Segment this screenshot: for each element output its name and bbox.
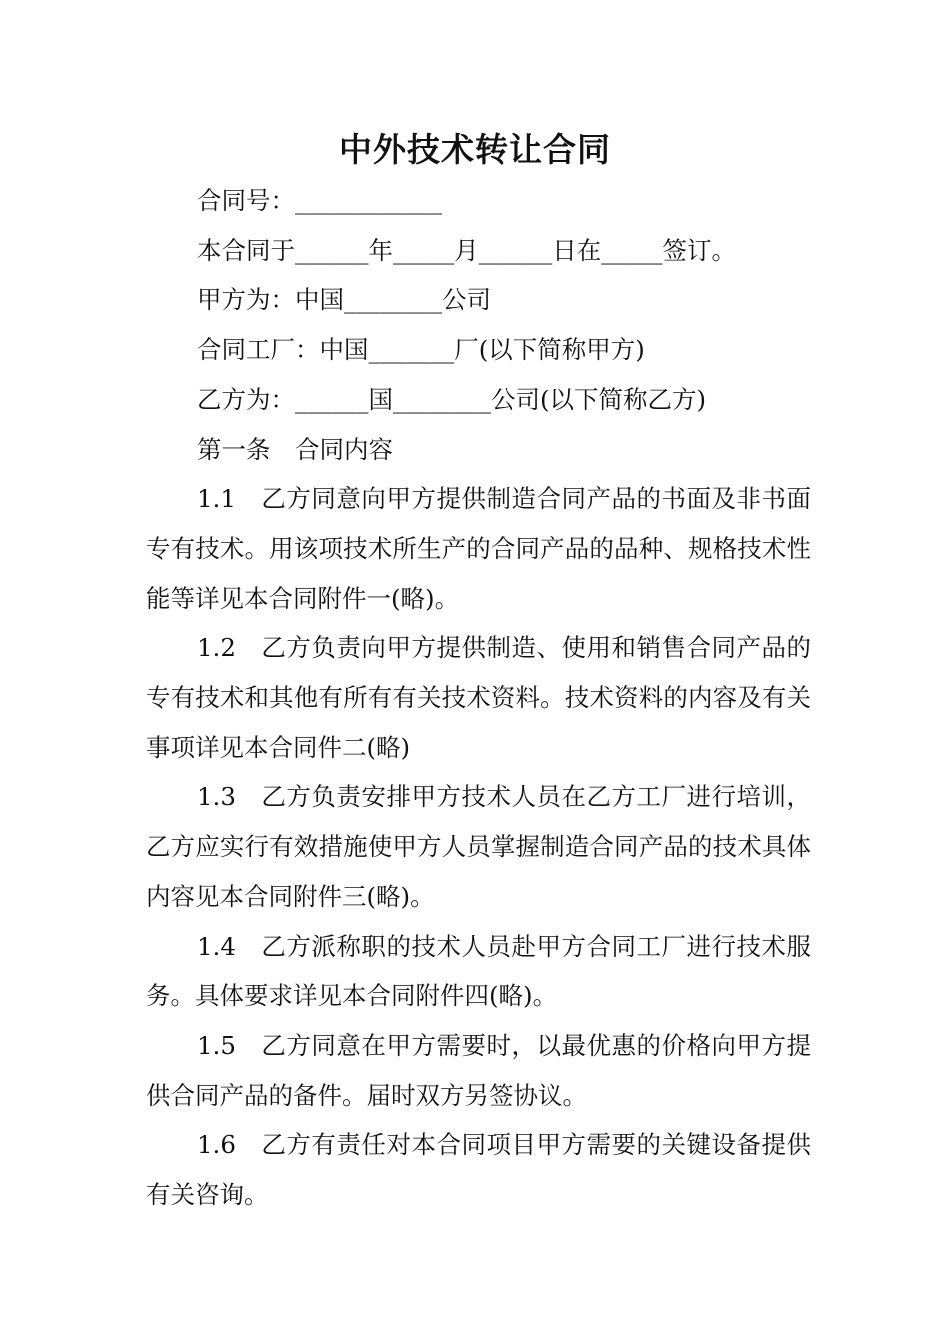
signing-date-line: 本合同于______年_____月______日在_____签订。 <box>196 235 736 265</box>
clause-1-1: 1.1 乙方同意向甲方提供制造合同产品的书面及非书面专有技术。用该项技术所生产的合同产品的品种、规格技术性能等详见本合同附件一(略)。 <box>146 484 811 613</box>
contract-factory-line: 合同工厂：中国_______厂(以下简称甲方) <box>196 335 645 365</box>
party-b-line: 乙方为：______国________公司(以下简称乙方) <box>196 384 707 414</box>
article-one-heading: 第一条 合同内容 <box>196 434 393 464</box>
document-body <box>146 176 811 1220</box>
contract-number-line: 合同号：____________ <box>196 186 442 215</box>
clause-1-6: 1.6 乙方有责任对本合同项目甲方需要的关键设备提供有关咨询。 <box>146 1130 811 1210</box>
clause-1-3: 1.3 乙方负责安排甲方技术人员在乙方工厂进行培训，乙方应实行有效措施使甲方人员掌握制造合同产品的技术具体内容见本合同附件三(略)。 <box>146 782 811 911</box>
party-a-line: 甲方为：中国________公司 <box>196 285 491 315</box>
clause-1-5: 1.5 乙方同意在甲方需要时，以最优惠的价格向甲方提供合同产品的备件。届时双方另签协议。 <box>146 1030 811 1110</box>
document-title: 中外技术转让合同 <box>339 130 611 169</box>
clause-1-2: 1.2 乙方负责向甲方提供制造、使用和销售合同产品的专有技术和其他有所有有关技术资料。技术资料的内容及有关事项详见本合同件二(略) <box>146 633 811 762</box>
clause-1-4: 1.4 乙方派称职的技术人员赴甲方合同工厂进行技术服务。具体要求详见本合同附件四(略)。 <box>146 931 811 1011</box>
